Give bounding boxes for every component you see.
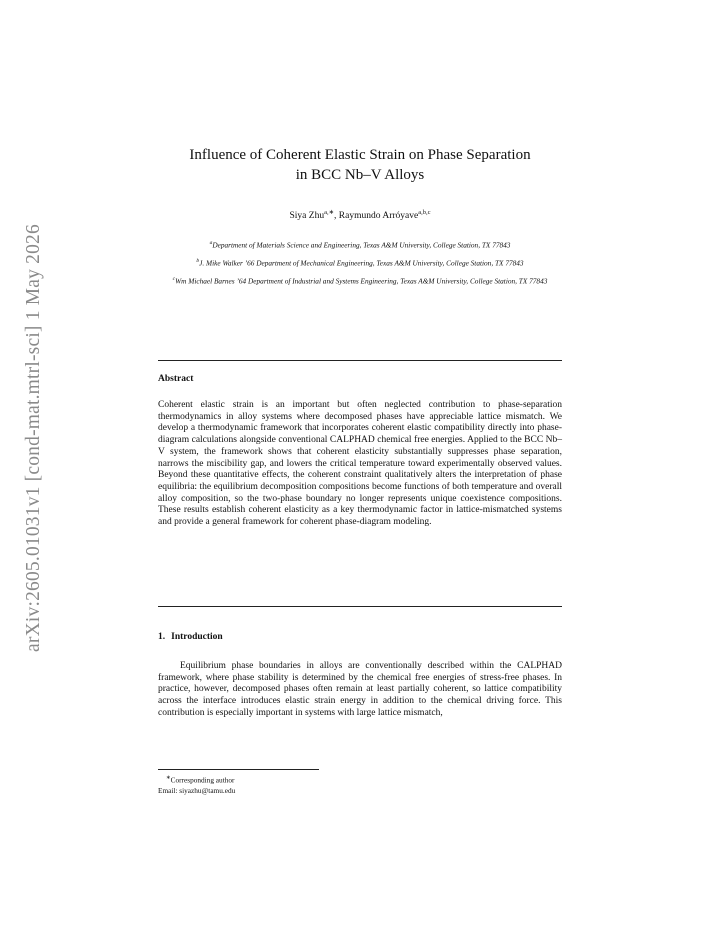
affiliation-c — [158, 274, 562, 287]
affiliation-mark: b — [196, 257, 200, 264]
affiliation-text: J. Mike Walker ’66 Department of Mechanical Engineering, Texas A&M University, College Station, TX 77843 — [199, 258, 524, 268]
affiliation-text: Wm Michael Barnes ’64 Department of Industrial and Systems Engineering, Texas A&M University, College Station, TX 77843 — [175, 276, 548, 286]
arxiv-identifier: arXiv:2605.01031v1 [cond-mat.mtrl-sci] 1 May 2026 — [23, 224, 44, 652]
section-heading — [158, 632, 223, 642]
affiliation-mark: c — [172, 275, 176, 282]
title-line-1: Influence of Coherent Elastic Strain on Phase Separation — [189, 147, 531, 163]
affiliation-text: Department of Materials Science and Engineering, Texas A&M University, College Station, TX 77843 — [212, 240, 511, 250]
abstract-text: Coherent elastic strain is an important but often neglected contribution to phase-separation thermodynamics in alloy systems where decomposed phases have appreciable lattice mismatch. We develop a thermodynamic framework that incorporates coherent elastic compatibility directly into phase-diagram calculations alongside conventional CALPHAD chemical free energies. Applied to the BCC Nb–V system, the framework shows that coherent elasticity substantially suppresses phase separation, narrows the miscibility gap, and lowers the critical temperature toward experimentally observed values. Beyond these quantitative effects, the coherent constraint qualitatively alters the interpretation of phase equilibria: the equilibrium decomposition compositions become functions of both temperature and overall alloy composition, so the two-phase boundary no longer represents unique coexistence compositions. These results establish coherent elasticity as a key thermodynamic factor in lattice-mismatched systems and provide a general framework for coherent phase-diagram modeling. — [158, 400, 562, 528]
affiliation-a — [158, 238, 562, 251]
author-marks: a,∗ — [324, 209, 335, 216]
author-name: Siya Zhu — [289, 211, 325, 222]
author-list — [158, 208, 562, 221]
email-note: Email: siyazhu@tamu.edu — [158, 785, 236, 795]
affiliations — [158, 238, 562, 292]
affiliation-b — [158, 256, 562, 269]
corresponding-author-note — [158, 773, 235, 786]
footnote-mark: ∗ — [166, 775, 171, 781]
section-title: Introduction — [171, 632, 223, 642]
abstract-top-rule — [158, 360, 562, 361]
affiliation-mark: a — [209, 240, 213, 246]
section-number: 1. — [158, 632, 166, 642]
footnote-text: Corresponding author — [170, 775, 235, 785]
author-separator: , — [334, 211, 339, 222]
introduction-paragraph: Equilibrium phase boundaries in alloys are conventionally described within the CALPHAD framework, where phase stability is determined by the chemical free energies of stress-free phases. In practice, however, decomposed phases often remain at least partially coherent, so lattice compatibility across the interface introduces elastic strain energy in addition to the chemical driving force. This contribution is especially important in systems with large lattice mismatch, — [158, 661, 562, 718]
footnote-rule — [158, 769, 319, 770]
title-line-2: in BCC Nb–V Alloys — [295, 167, 425, 183]
footnotes — [158, 773, 235, 796]
author-name: Raymundo Arróyave — [338, 211, 419, 222]
paper-title — [158, 145, 562, 185]
abstract-heading: Abstract — [158, 374, 194, 384]
abstract-bottom-rule — [158, 606, 562, 607]
author-marks: a,b,c — [418, 209, 431, 216]
